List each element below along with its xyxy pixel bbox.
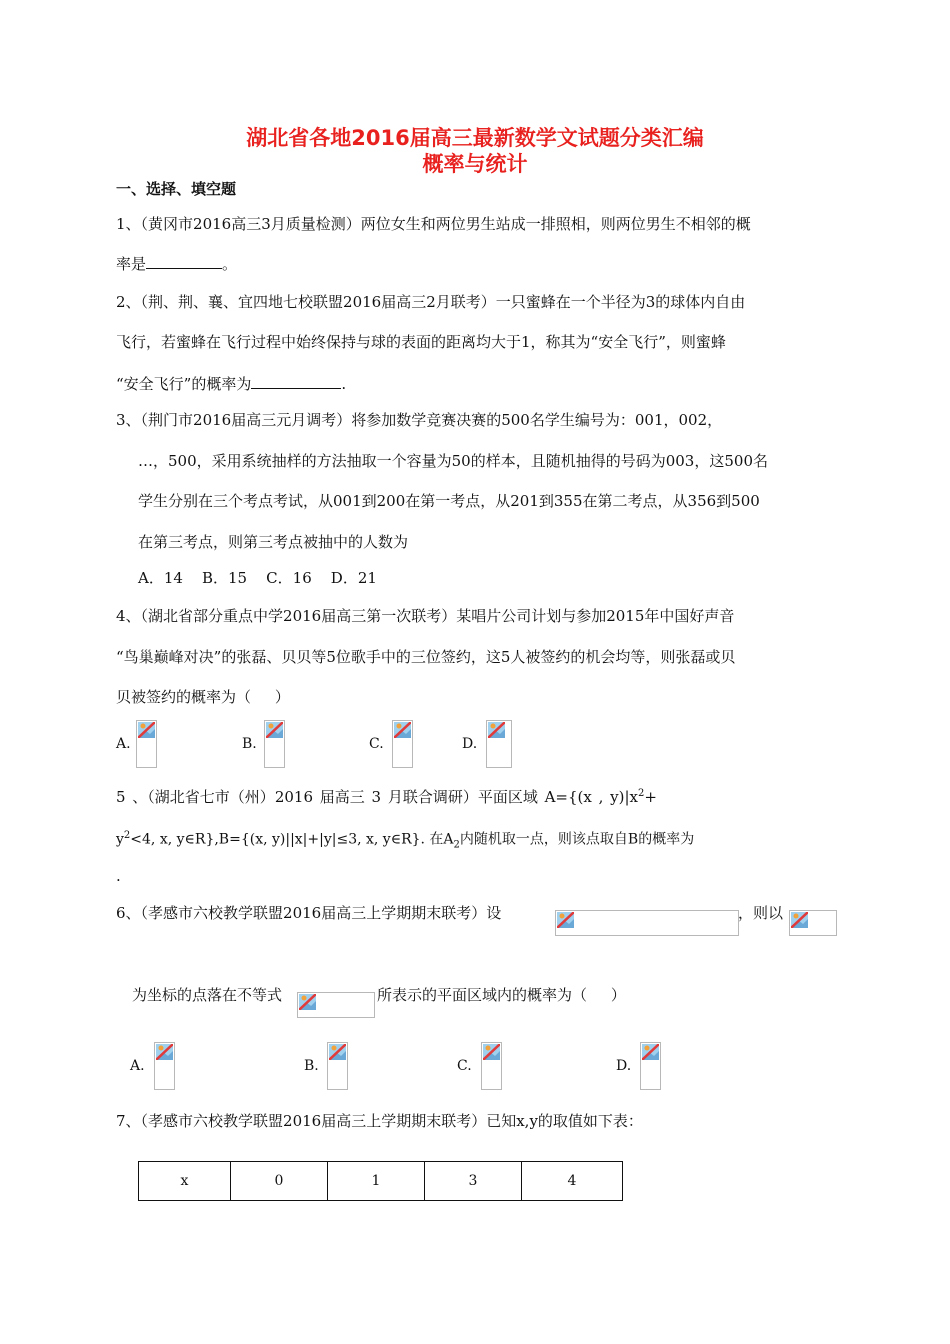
q4-option-d: D. — [462, 736, 478, 752]
q4-option-b: B. — [242, 736, 257, 752]
q3-line2: …，500，采用系统抽样的方法抽取一个容量为50的样本，且随机抽得的号码为003，这500名 — [138, 452, 768, 470]
q6-option-b-image-icon — [327, 1042, 348, 1090]
q1-answer-blank — [146, 254, 222, 269]
q4-option-b-image-icon — [264, 720, 285, 768]
q4-line1: 4、（湖北省部分重点中学2016届高三第一次联考）某唱片公司计划与参加2015年中国好声音 — [116, 607, 735, 625]
q5-text: 5 、（湖北省七市（州）2016 届高三 3 月联合调研）平面区域 A={(x , y)|x — [116, 788, 639, 806]
q4-line3: 贝被签约的概率为（ ） — [116, 688, 290, 706]
q6-option-a: A. — [130, 1058, 145, 1074]
q3-line4: 在第三考点，则第三考点被抽中的人数为 — [138, 533, 409, 551]
q6-option-c-image-icon — [481, 1042, 502, 1090]
table-cell: 3 — [425, 1162, 522, 1201]
q2-text-end: . — [341, 375, 347, 393]
q5-subscript: 2 — [453, 839, 460, 851]
table-cell: x — [139, 1162, 231, 1201]
q5-exponent-2: 2 — [123, 830, 131, 841]
table-cell: 0 — [231, 1162, 328, 1201]
q2-line2: 飞行，若蜜蜂在飞行过程中始终保持与球的表面的距离均大于1，称其为“安全飞行”，则蜜蜂 — [116, 333, 726, 351]
table-row — [139, 1162, 623, 1201]
q6-line2-a: 为坐标的点落在不等式 — [132, 986, 283, 1004]
q6-option-b: B. — [304, 1058, 319, 1074]
q5-exponent: 2 — [638, 788, 645, 799]
q4-option-a: A. — [116, 736, 131, 752]
table-cell: 1 — [328, 1162, 425, 1201]
q1-text: 率是 — [116, 255, 147, 273]
table-cell: 4 — [522, 1162, 623, 1201]
q3-options: A．14 B．15 C．16 D．21 — [138, 569, 377, 587]
q3-line3: 学生分别在三个考点考试，从001到200在第一考点，从201到355在第二考点，从356到500 — [138, 492, 760, 510]
q4-option-a-image-icon — [136, 720, 157, 768]
q5-text-b: <4, x, y∈R},B={(x, y)||x|+|y|≤3, x, y∈R}. 在A — [130, 831, 454, 848]
q4-option-d-image-icon — [486, 720, 512, 768]
document-subtitle: 概率与统计 — [422, 152, 528, 176]
q6-line1-b: ，则以 — [738, 904, 784, 922]
q6-option-d: D. — [616, 1058, 632, 1074]
q6-inequality-image-icon — [297, 992, 375, 1018]
xy-value-table — [138, 1161, 623, 1201]
q2-line3 — [116, 374, 346, 394]
q5-text-a: y — [116, 831, 124, 848]
q2-text: “安全飞行”的概率为 — [116, 375, 252, 393]
q4-line2: “鸟巢巅峰对决”的张磊、贝贝等5位歌手中的三位签约，这5人被签约的机会均等，则张磊或贝 — [116, 648, 736, 666]
q5-text-end: + — [644, 788, 657, 806]
q1-line2 — [116, 254, 237, 274]
q5-text-c: 内随机取一点，则该点取自B的概率为 — [459, 831, 695, 848]
q1-line1: 1、（黄冈市2016高三3月质量检测）两位女生和两位男生站成一排照相，则两位男生不相邻的概 — [116, 215, 751, 233]
q6-option-c: C. — [457, 1058, 472, 1074]
q5-line2 — [116, 826, 694, 855]
q4-option-c: C. — [369, 736, 384, 752]
q6-line2-b: 所表示的平面区域内的概率为（ ） — [377, 986, 626, 1004]
q2-line1: 2、（荆、荆、襄、宜四地七校联盟2016届高三2月联考）一只蜜蜂在一个半径为3的球体内自由 — [116, 293, 746, 311]
q6-line1-a: 6、（孝感市六校教学联盟2016届高三上学期期末联考）设 — [116, 904, 502, 922]
q1-text-end: 。 — [222, 255, 238, 273]
q5-line1 — [116, 784, 657, 807]
q2-answer-blank — [251, 374, 341, 389]
q6-option-a-image-icon — [154, 1042, 175, 1090]
q3-line1: 3、（荆门市2016届高三元月调考）将参加数学竞赛决赛的500名学生编号为：001，002， — [116, 411, 723, 429]
q6-formula-image-icon — [555, 910, 739, 936]
q6-option-d-image-icon — [640, 1042, 661, 1090]
q7-line1: 7、（孝感市六校教学联盟2016届高三上学期期末联考）已知x,y的取值如下表： — [116, 1112, 643, 1130]
q6-coordinate-image-icon — [789, 910, 837, 936]
q5-line3: . — [116, 867, 121, 885]
q4-option-c-image-icon — [392, 720, 413, 768]
document-title: 湖北省各地2016届高三最新数学文试题分类汇编 — [246, 126, 704, 150]
section-heading: 一、选择、填空题 — [116, 180, 237, 198]
